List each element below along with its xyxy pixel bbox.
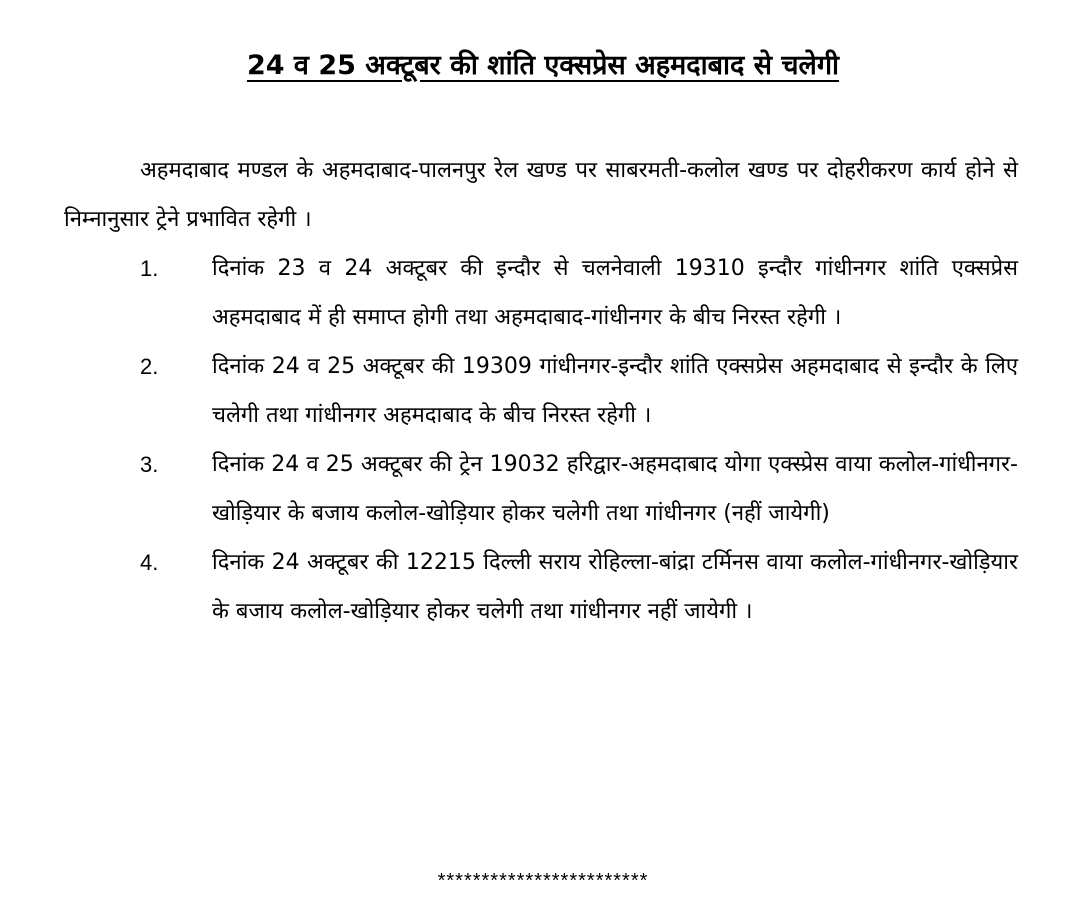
affected-trains-list [64,244,1018,636]
list-item [64,342,1018,440]
intro-paragraph: अहमदाबाद मण्डल के अहमदाबाद-पालनपुर रेल खण्ड पर साबरमती-कलोल खण्ड पर दोहरीकरण कार्य होने से निम्नानुसार ट्रेने प्रभावित रहेगी । [64,158,1018,232]
list-item [64,244,1018,342]
document-title: 24 व 25 अक्टूबर की शांति एक्सप्रेस अहमदाबाद से चलेगी [246,50,840,81]
list-item-number: 1. [140,256,159,281]
list-item-text: दिनांक 23 व 24 अक्टूबर की इन्दौर से चलनेवाली 19310 इन्दौर गांधीनगर शांति एक्सप्रेस अहमदाबाद में ही समाप्त होगी तथा अहमदाबाद-गांधीनगर के बीच निरस्त रहेगी । [212,256,1018,330]
footer-separator: ************************ [437,870,649,892]
list-item-text: दिनांक 24 अक्टूबर की 12215 दिल्ली सराय रोहिल्ला-बांद्रा टर्मिनस वाया कलोल-गांधीनगर-खोड़ियार के बजाय कलोल-खोड़ियार होकर चलेगी तथा गांधीनगर नहीं जायेगी । [212,550,1018,624]
list-item-number: 4. [140,550,159,575]
list-item-text: दिनांक 24 व 25 अक्टूबर की ट्रेन 19032 हरिद्वार-अहमदाबाद योगा एक्स्प्रेस वाया कलोल-गांधीनगर-खोड़ियार के बजाय कलोल-खोड़ियार होकर चलेगी तथा गांधीनगर (नहीं जायेगी) [212,452,1018,526]
list-item [64,538,1018,636]
list-item-number: 2. [140,354,159,379]
list-item-number: 3. [140,452,159,477]
list-item [64,440,1018,538]
list-item-text: दिनांक 24 व 25 अक्टूबर की 19309 गांधीनगर-इन्दौर शांति एक्सप्रेस अहमदाबाद से इन्दौर के लिए चलेगी तथा गांधीनगर अहमदाबाद के बीच निरस्त रहेगी । [212,354,1018,428]
